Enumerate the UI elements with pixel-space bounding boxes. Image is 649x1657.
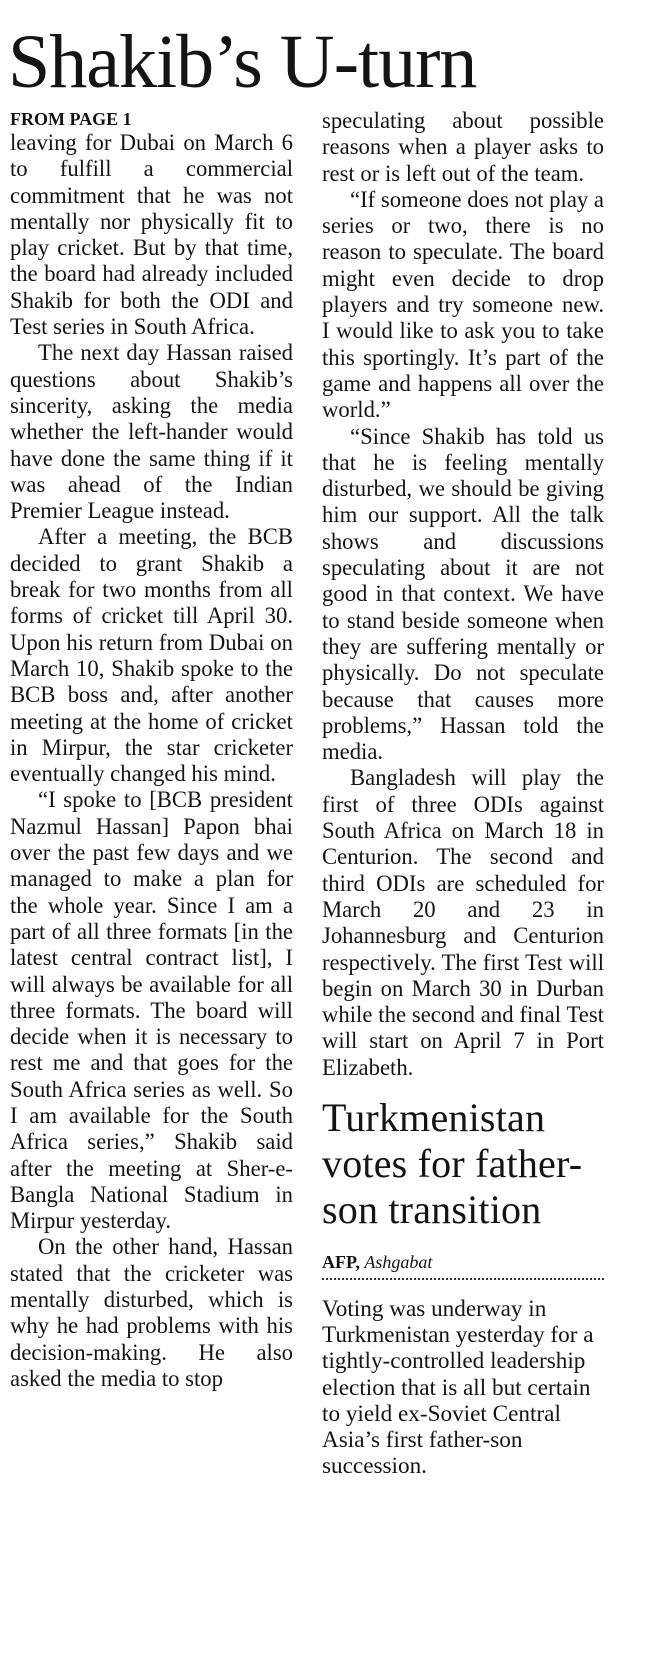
byline-agency: AFP,	[322, 1251, 360, 1272]
secondary-lead-paragraph: Voting was underway in Turkmenistan yesterday for a tightly-controlled leadership election that is all but certain to yield ex-Soviet Central Asia’s first father-son succession.	[322, 1295, 594, 1480]
article-paragraph: Bangladesh will play the first of three ODIs against South Africa on March 18 in Centurion. The second and third ODIs are scheduled for March 20 and 23 in Johannesburg and Centurion respectively. The first Test will begin on March 30 in Durban while the second and final Test will start on April 7 in Port Elizabeth.	[322, 765, 604, 1080]
article-paragraph: On the other hand, Hassan stated that the cricketer was mentally disturbed, which is why he had problems with his decision-making. He also asked the media to stop	[10, 1234, 293, 1391]
dotted-divider	[322, 1278, 604, 1280]
article-column-2	[322, 108, 604, 1479]
article-paragraph: “If someone does not play a series or two, there is no reason to speculate. The board might even decide to drop players and try someone new. I would like to ask you to take this sportingly. It’s part of the game and happens all over the world.”	[322, 186, 604, 423]
article-paragraph: speculating about possible reasons when a player asks to rest or is left out of the team.	[322, 108, 604, 186]
article-body-col2	[322, 108, 604, 1081]
article-paragraph: The next day Hassan raised questions about Shakib’s sincerity, asking the media whether the left-hander would have done the same thing if it was ahead of the Indian Premier League instead.	[10, 340, 293, 524]
byline-location: Ashgabat	[364, 1251, 433, 1272]
article-paragraph: leaving for Dubai on March 6 to fulfill a commercial commitment that he was not mentally nor physically fit to play cricket. But by that time, the board had already included Shakib for both the ODI and Test series in South Africa.	[10, 130, 293, 340]
article-paragraph: After a meeting, the BCB decided to grant Shakib a break for two months from all forms of cricket till April 30. Upon his return from Dubai on March 10, Shakib spoke to the BCB boss and, after another meeting at the home of cricket in Mirpur, the star cricketer eventually changed his mind.	[10, 524, 293, 787]
secondary-headline: Turkmenistan votes for father-son transition	[322, 1094, 583, 1232]
article-paragraph: “Since Shakib has told us that he is feeling mentally disturbed, we should be giving him our support. All the talk shows and discussions speculating about it are not good in that context. We have to stand beside someone when they are suffering mentally or physically. Do not speculate because that causes more problems,” Hassan told the media.	[322, 423, 604, 765]
article-column-1	[10, 108, 293, 1392]
continuation-kicker: FROM PAGE 1	[10, 109, 132, 129]
secondary-body	[322, 1296, 604, 1479]
article-body-col1	[10, 130, 293, 1392]
article-headline: Shakib’s U-turn	[8, 20, 477, 104]
byline	[322, 1251, 604, 1273]
article-paragraph: “I spoke to [BCB president Nazmul Hassan] Papon bhai over the past few days and we managed to make a plan for the whole year. Since I am a part of all three formats [in the latest central contract list], I will always be available for all three formats. The board will decide when it is necessary to rest me and that goes for the South Africa series as well. So I am available for the South Africa series,” Shakib said after the meeting at Sher-e-Bangla National Stadium in Mirpur yesterday.	[10, 787, 293, 1234]
